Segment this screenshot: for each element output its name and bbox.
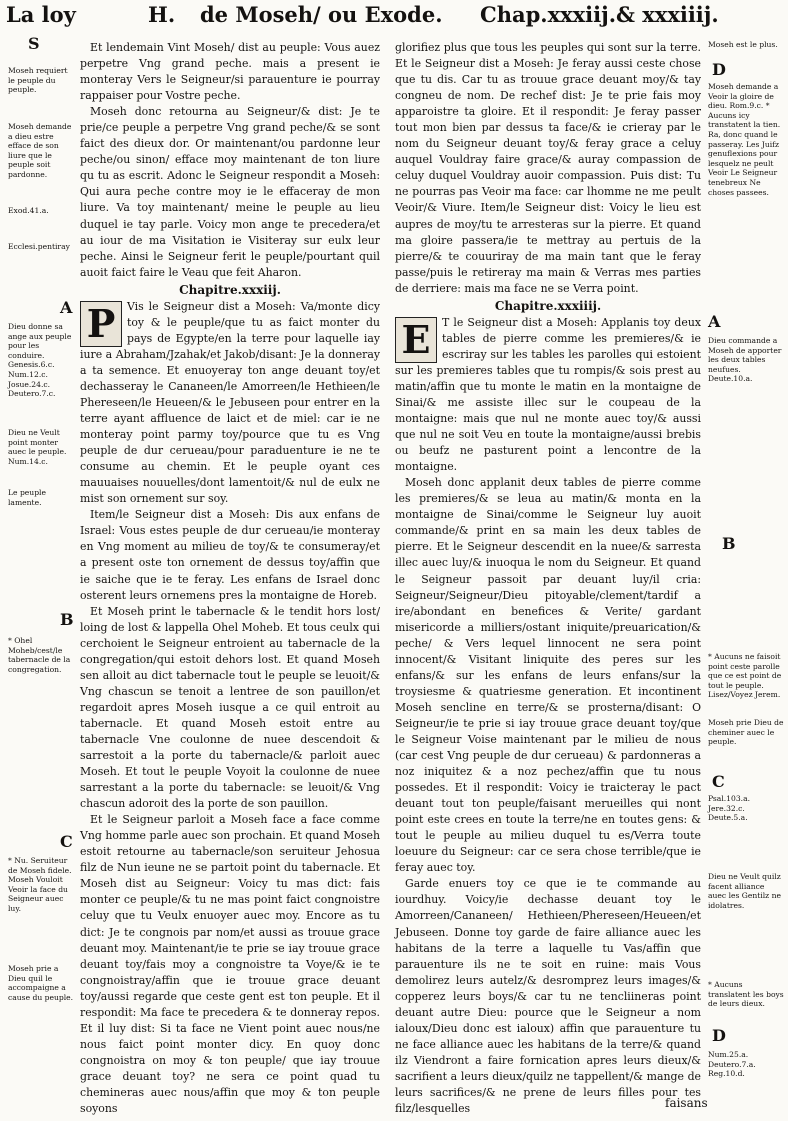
margin-letter-s: S	[28, 34, 40, 53]
margin-letter-a: A	[60, 298, 73, 317]
margin-note: Moseh est le plus.	[708, 40, 778, 49]
paragraph: Garde enuers toy ce que ie te commande au iourdhuy. Voicy/ie dechasse deuant toy le Amorreen/Cananeen/ Hethieen/Phereseen/Heueen/et Jebuseen. Donne toy garde de faire alliance auec les habitans de la terre a laquelle tu Vas/affin que parauenture ils ne te soit en ruine: mais Vous demolirez leurs autelz/& desromprez leurs images/& copperez leurs boys/& car tu ne tencliineras point deuant autre Dieu: pource que le Seigneur a nom ialoux/Dieu donc est ialoux) affin que parauenture tu ne face alliance auec les habitans de la terre/& quand ilz Viendront a faire fornication apres leurs dieux/& sacrifient a leurs dieux/quilz ne tappellent/& mange de leurs sacrifices/& ne prene de leurs filles pour tes filz/lesquelles	[395, 877, 701, 1116]
margin-letter-a: A	[708, 312, 721, 331]
right-text-column	[395, 40, 701, 1117]
left-text-column	[80, 40, 380, 1117]
running-title-right: Chap.xxxiij.& xxxiiij.	[480, 2, 719, 27]
margin-letter-c: C	[712, 772, 725, 791]
margin-letter-d: D	[712, 60, 726, 79]
margin-note: Exod.41.a.	[8, 206, 49, 215]
margin-note: Moseh prie a Dieu quil le accompaigne a cause du peuple.	[8, 964, 74, 1002]
chapter-heading: Chapitre.xxxiij.	[179, 282, 281, 297]
paragraph: Item/le Seigneur dist a Moseh: Dis aux enfans de Israel: Vous estes peuple de dur cerueau/ie monteray en Vng moment au milieu de toy/& te consumeray/et a present oste ton ornement de dessus toy/affin que ie saiche que ie te feray. Les enfans de Israel donc osterent leurs ornemens pres la montaigne de Horeb.	[80, 508, 380, 602]
signature-mark: H.	[148, 2, 176, 27]
margin-note: Le peuple lamente.	[8, 488, 46, 507]
margin-note: Dieu ne Veult quilz facent alliance auec les Gentilz ne idolatres.	[708, 872, 781, 910]
running-title-left: de Moseh/ ou Exode.	[200, 2, 443, 27]
margin-note: * Aucuns ne faisoit point ceste parolle que ce est point de tout le peuple. Lisez/Voyez Jerem.	[708, 652, 782, 700]
chapter-heading: Chapitre.xxxiiij.	[494, 298, 602, 313]
decorated-initial: P	[80, 301, 122, 347]
paragraph: T le Seigneur dist a Moseh: Applanis toy deux tables de pierre comme les premieres/& ie escriray sur les tables les parolles qui estoient sur les premieres tables que tu rompis/& sois prest au matin/affin que tu monte le matin en la montaigne de Sinai/& me assiste illec sur le coupeau de la montaigne: mais que nul ne monte auec toy/& aussi que nul ne soit Veu en toute la montaigne/aussi brebis ou beufz ne pasturent point a lencontre de la montaigne.	[395, 315, 701, 474]
margin-letter-b: B	[722, 534, 736, 553]
margin-letter-d2: D	[712, 1026, 726, 1045]
margin-letter-c: C	[60, 832, 73, 851]
paragraph: glorifiez plus que tous les peuples qui sont sur la terre. Et le Seigneur dist a Moseh: Je feray aussi ceste chose que tu dis. Car tu as trouue grace deuant moy/& tay congneu de nom. De rechef dist: Je te prie fais moy apparoistre ta gloire. Et il respondit: Je feray passer tout mon bien par dessus ta face/& ie crieray par le nom du Seigneur deuant toy/& feray grace a celuy auquel Vouldray faire grace/& auray compassion de celuy duquel Vouldray auoir compassion. Puis dist: Tu ne pourras pas Veoir ma face: car lhomme ne me peult Veoir/& Viure. Item/le Seigneur dist: Voicy le lieu est aupres de moy/tu te arresteras sur la pierre. Et quand ma gloire passera/ie te mettray au pertuis de la pierre/& te couuriray de ma main tant que le feray passe/puis le retireray ma main & Verras mes parties de derriere: mais ma face ne se Verra point.	[395, 41, 701, 295]
paragraph: Et le Seigneur parloit a Moseh face a face comme Vng homme parle auec son prochain. Et quand Moseh estoit retourne au tabernacle/son seruiteur Jehosua filz de Nun ieune ne se partoit point du tabernacle. Et Moseh dist au Seigneur: Voicy tu mas dict: fais monter ce peuple/& tu ne mas point faict congnoistre celuy que tu Veulx enuoyer auec moy. Encore as tu dict: Je te congnois par nom/et aussi as trouue grace deuant moy. Maintenant/ie te prie se iay trouue grace deuant toy/fais moy a congnoistre ta Voye/& ie te congnoistray/affin que ie trouue grace deuant toy/aussi regarde que ceste gent est ton peuple. Et il respondit: Ma face te precedera & te donneray repos. Et il luy dist: Si ta face ne Vient point auec nous/ne nous faict point monter dicy. En quoy donc congnoistra on moy & ton peuple/ que iay trouue grace deuant toy? ne sera ce point quad tu chemineras auec nous/affin que moy & ton peuple soyons	[80, 813, 380, 1116]
margin-note: Ecclesi.pentiray	[8, 242, 70, 251]
paragraph: Moseh donc retourna au Seigneur/& dist: Je te prie/ce peuple a perpetre Vng grand peche/& se sont faict des dieux dor. Or maintenant/ou pardonne leur peche/ou sinon/ efface moy maintenant de ton liure qu tu as escrit. Adonc le Seigneur respondit a Moseh: Qui aura peche contre moy ie le effaceray de mon liure. Va toy maintenant/ meine le peuple au lieu duquel ie tay parle. Voicy mon ange te precedera/et au iour de ma Visitation ie Visiteray sur eulx leur peche. Ainsi le Seigneur ferit le peuple/pourtant quil auoit faict faire le Veau que feit Aharon.	[80, 105, 380, 279]
margin-note: Dieu commande a Moseh de apporter les deux tables neufues. Deute.10.a.	[708, 336, 782, 384]
margin-note: Moseh demande a Veoir la gloire de dieu. Rom.9.c. * Aucuns icy transtatent la tien. Ra, donc quand le passeray. Les Juifz genuflexions pour lesquelz ne peult Veoir Le Seigneur tenebreux Ne choses passees.	[708, 82, 781, 197]
paragraph: Moseh donc applanit deux tables de pierre comme les premieres/& se leua au matin/& monta en la montaigne de Sinai/comme le Seigneur luy auoit commande/& print en sa main les deux tables de pierre. Et le Seigneur descendit en la nuee/& sarresta illec auec luy/& inuoqua le nom du Seigneur. Et quand le Seigneur passoit par deuant luy/il cria: Seigneur/Seigneur/Dieu pitoyable/clement/tardif a ire/abondant en benefices & Verite/ gardant misericorde a milliers/ostant iniquite/preuarication/& peche/ & Vers lequel linnocent ne sera point innocent/& Visitant liniquite des peres sur les enfans/& sur les enfans de leurs enfans/sur la troysiesme & quatriesme generation. Et incontinent Moseh sencline en terre/& se prosterna/disant: O Seigneur/ie te prie si iay trouue grace deuant toy/que le Seigneur Voise maintenant par le milieu de nous (car cest Vng peuple de dur cerueau) & pardonneras a noz iniquitez & a noz pechez/affin que tu nous possedes. Et il respondit: Voicy ie traicteray le pact deuant tout ton peuple/faisant merueilles qui nont point este crees en toute la terre/ne en toutes gens: & tout le peuple au milieu duquel tu es/Verra toute loeuure du Seigneur: car ce sera chose terrible/que ie feray auec toy.	[395, 476, 701, 875]
margin-note: Dieu ne Veult point monter auec le peuple. Num.14.c.	[8, 428, 67, 466]
paragraph: Et lendemain Vint Moseh/ dist au peuple: Vous auez perpetre Vng grand peche. mais a present ie monteray Vers le Seigneur/si parauenture ie pourray rappaiser pour Vostre peche.	[80, 41, 380, 103]
margin-note: Moseh demande a dieu estre efface de son liure que le peuple soit pardonne.	[8, 122, 72, 179]
margin-note: Moseh requiert le peuple du peuple.	[8, 66, 68, 95]
margin-letter-b: B	[60, 610, 74, 629]
paragraph: Vis le Seigneur dist a Moseh: Va/monte dicy toy & le peuple/que tu as faict monter du pays de Egypte/en la terre pour laquelle iay iure a Abraham/Jzahak/et Jakob/disant: Je la donneray a ta semence. Et enuoyeray ton ange deuant toy/et dechasseray le Cananeen/le Amorreen/le Hethieen/le Phereseen/le Heueen/& le Jebuseen pour entrer en la terre ayant affluence de laict et de miel: car ie ne monteray point parmy toy/pource que tu es Vng peuple de dur cerueau/pour paraduenture ie ne te consume au chemin. Et le peuple oyant ces mauuaises nouuelles/dont lamentoit/& nul de eulx ne mist son ornement sur soy.	[80, 299, 380, 506]
margin-note: Num.25.a. Deutero.7.a. Reg.10.d.	[708, 1050, 756, 1079]
catchword: faisans	[665, 1096, 708, 1110]
margin-note: * Nu. Seruiteur de Moseh fidele. Moseh Vouloit Veoir la face du Seigneur auec luy.	[8, 856, 72, 913]
margin-note: Psal.103.a. Jere.32.c. Deute.5.a.	[708, 794, 751, 823]
paragraph: Et Moseh print le tabernacle & le tendit hors lost/ loing de lost & lappella Ohel Moheb. Et tous ceulx qui cerchoient le Seigneur entroient au tabernacle de la congregation/qui estoit dehors lost. Et quand Moseh sen alloit au dict tabernacle tout le peuple se leuoit/& Vng chascun se tenoit a lentree de son pauillon/et regardoit apres Moseh iusque a ce quil entroit au tabernacle. Et quand Moseh estoit entre au tabernacle Vne coulonne de nuee descendoit & sarrestoit a la porte du tabernacle/& parloit auec Moseh. Et tout le peuple Voyoit la coulonne de nuee sarrestant a la porte du tabernacle: se leuoit/& Vng chascun adoroit des la porte de son pauillon.	[80, 604, 380, 811]
margin-note: Dieu donne sa ange aux peuple pour les conduire. Genesis.6.c. Num.12.c. Josue.24.c. Deutero.7.c.	[8, 322, 72, 399]
margin-note: * Ohel Moheb/cest/le tabernacle de la congregation.	[8, 636, 71, 674]
margin-note: Moseh prie Dieu de cheminer auec le peuple.	[708, 718, 784, 747]
decorated-initial: E	[395, 317, 437, 363]
margin-note: * Aucuns translatent les boys de leurs dieux.	[708, 980, 784, 1009]
running-head-left: La loy	[6, 2, 76, 27]
